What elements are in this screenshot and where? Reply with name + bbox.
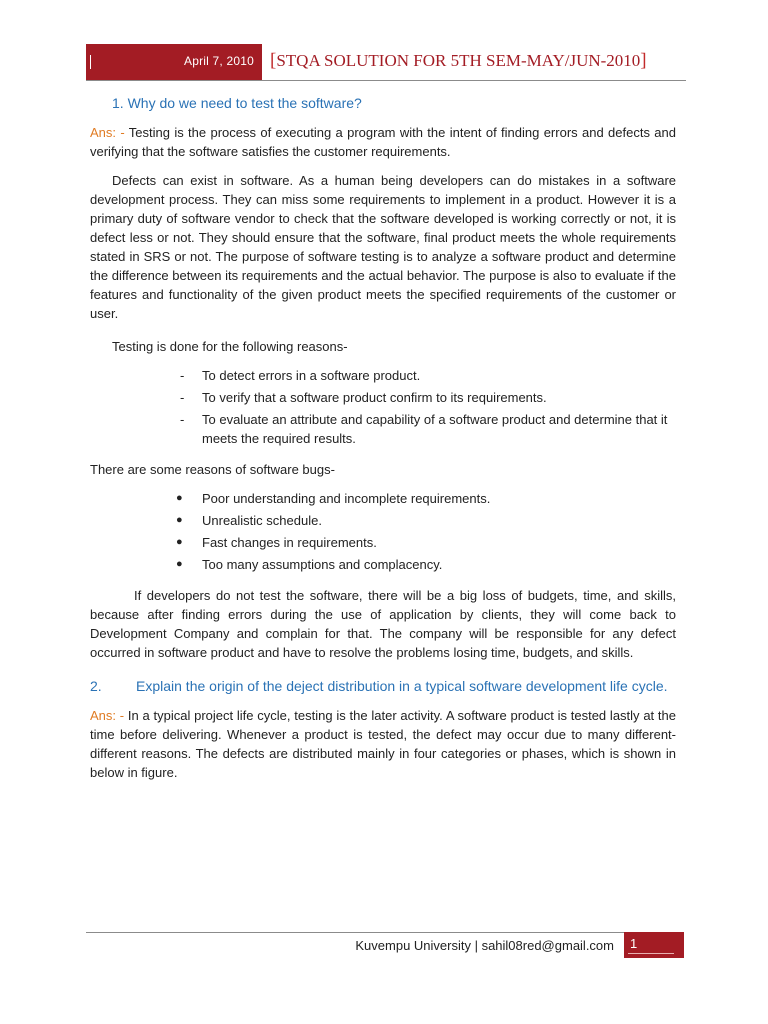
bug-reasons-intro: There are some reasons of software bugs-: [90, 462, 335, 477]
page-number-underline: [628, 953, 674, 954]
testing-reasons-list: [90, 366, 676, 448]
bug-reasons-list: [90, 489, 676, 574]
list-item: ● Unrealistic schedule.: [176, 513, 322, 528]
list-item: - To verify that a software product confirm to its requirements.: [180, 390, 547, 405]
page-body: [90, 94, 676, 782]
page-number: 1: [630, 936, 638, 951]
list-item: ● Fast changes in requirements.: [176, 535, 377, 550]
list-item: - To detect errors in a software product.: [180, 368, 421, 383]
answer-1-paragraph: Defects can exist in software. As a human being developers can do mistakes in a software development process. They can miss some requirements to implement in a product. However it is a primary duty of software vendor to check that the software developed is working correctly or not, it is defect less or not. They should ensure that the software, final product meets the whole requirements stated in SRS or not. The purpose of software testing is to analyze a software product and determine the difference between its requirements and the actual behavior. The purpose is also to evaluate if the features and functionality of the given product meets the specified requirements of the customer or user.: [90, 173, 676, 321]
header-rule: [86, 80, 686, 81]
question-2-heading: 2. Explain the origin of the deject distribution in a typical software development life cycle.: [90, 678, 668, 694]
header-date: April 7, 2010: [184, 54, 254, 68]
answer-1-closing: If developers do not test the software, there will be a big loss of budgets, time, and skills, because after finding errors during the use of application by clients, they will come back to Development Company and complain for that. The company will be responsible for any defect occurred in software product and have to resolve the problems losing time, budgets, and skills.: [90, 588, 676, 660]
footer-text: Kuvempu University | sahil08red@gmail.com: [355, 938, 614, 953]
list-item: ● Too many assumptions and complacency.: [176, 557, 443, 572]
document-title: [STQA SOLUTION FOR 5TH SEM-MAY/JUN-2010]: [270, 50, 647, 71]
header-date-block: [86, 44, 262, 80]
question-1-heading: 1. Why do we need to test the software?: [112, 95, 362, 111]
answer-1-intro: Ans: - Testing is the process of executing a program with the intent of finding errors and defects and verifying that the software satisfies the customer requirements.: [90, 125, 676, 159]
testing-reasons-intro: Testing is done for the following reasons-: [112, 339, 348, 354]
list-item: - To evaluate an attribute and capability of a software product and determine that it meets the required results.: [180, 412, 668, 446]
answer-2-paragraph: Ans: - In a typical project life cycle, testing is the later activity. A software product is tested lastly at the time before delivering. Whenever a product is tested, the defect may occur due to many different-different reasons. The defects are distributed mainly in four categories or phases, which is shown in below in figure.: [90, 708, 676, 780]
header-divider: [90, 55, 91, 69]
page-header: [86, 44, 686, 80]
page-footer: [86, 932, 684, 962]
footer-rule: [86, 932, 626, 933]
page-number-block: [624, 932, 684, 958]
list-item: ● Poor understanding and incomplete requirements.: [176, 491, 491, 506]
